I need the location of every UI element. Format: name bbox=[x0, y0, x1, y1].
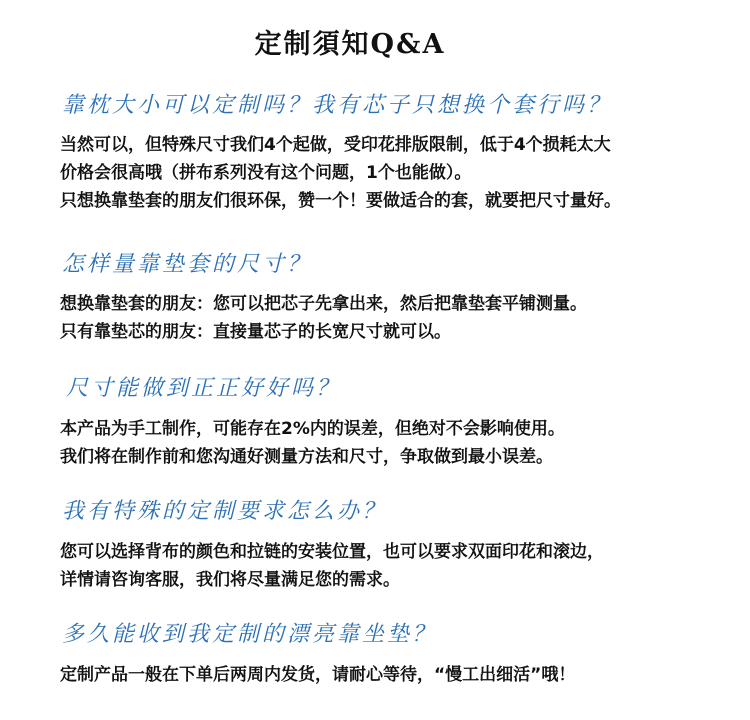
answer-1 bbox=[60, 131, 621, 215]
answer-4-line-1: 您可以选择背布的颜色和拉链的安装位置，也可以要求双面印花和滚边， bbox=[60, 542, 604, 562]
answer-1-line-2: 价格会很高哦（拼布系列没有这个问题，1个也能做）。 bbox=[60, 163, 472, 183]
answer-2-line-1: 想换靠垫套的朋友：您可以把芯子先拿出来，然后把靠垫套平铺测量。 bbox=[60, 294, 587, 314]
answer-3-line-1: 本产品为手工制作，可能存在2%内的误差，但绝对不会影响使用。 bbox=[60, 419, 565, 439]
question-3: 尺寸能做到正正好好吗？ bbox=[66, 376, 342, 401]
question-4: 我有特殊的定制要求怎么办？ bbox=[62, 499, 388, 524]
question-5: 多久能收到我定制的漂亮靠坐垫？ bbox=[62, 622, 438, 647]
answer-4-line-2: 详情请咨询客服，我们将尽量满足您的需求。 bbox=[60, 570, 400, 590]
answer-5-line-1: 定制产品一般在下单后两周内发货，请耐心等待，“慢工出细活”哦！ bbox=[60, 665, 576, 685]
answer-2-line-2: 只有靠垫芯的朋友：直接量芯子的长宽尺寸就可以。 bbox=[60, 322, 451, 342]
answer-3 bbox=[60, 415, 565, 471]
question-1: 靠枕大小可以定制吗？我有芯子只想换个套行吗？ bbox=[62, 93, 613, 118]
answer-5 bbox=[60, 661, 575, 689]
answer-4 bbox=[60, 538, 604, 594]
answer-3-line-2: 我们将在制作前和您沟通好测量方法和尺寸，争取做到最小误差。 bbox=[60, 447, 553, 467]
answer-1-line-3: 只想换靠垫套的朋友们很环保，赞一个！要做适合的套，就要把尺寸量好。 bbox=[60, 191, 621, 211]
answer-2 bbox=[60, 290, 587, 346]
page-title: 定制須知Q&A bbox=[254, 29, 446, 60]
answer-1-line-1: 当然可以，但特殊尺寸我们4个起做，受印花排版限制，低于4个损耗太大 bbox=[60, 135, 611, 155]
question-2: 怎样量靠垫套的尺寸？ bbox=[62, 252, 313, 277]
